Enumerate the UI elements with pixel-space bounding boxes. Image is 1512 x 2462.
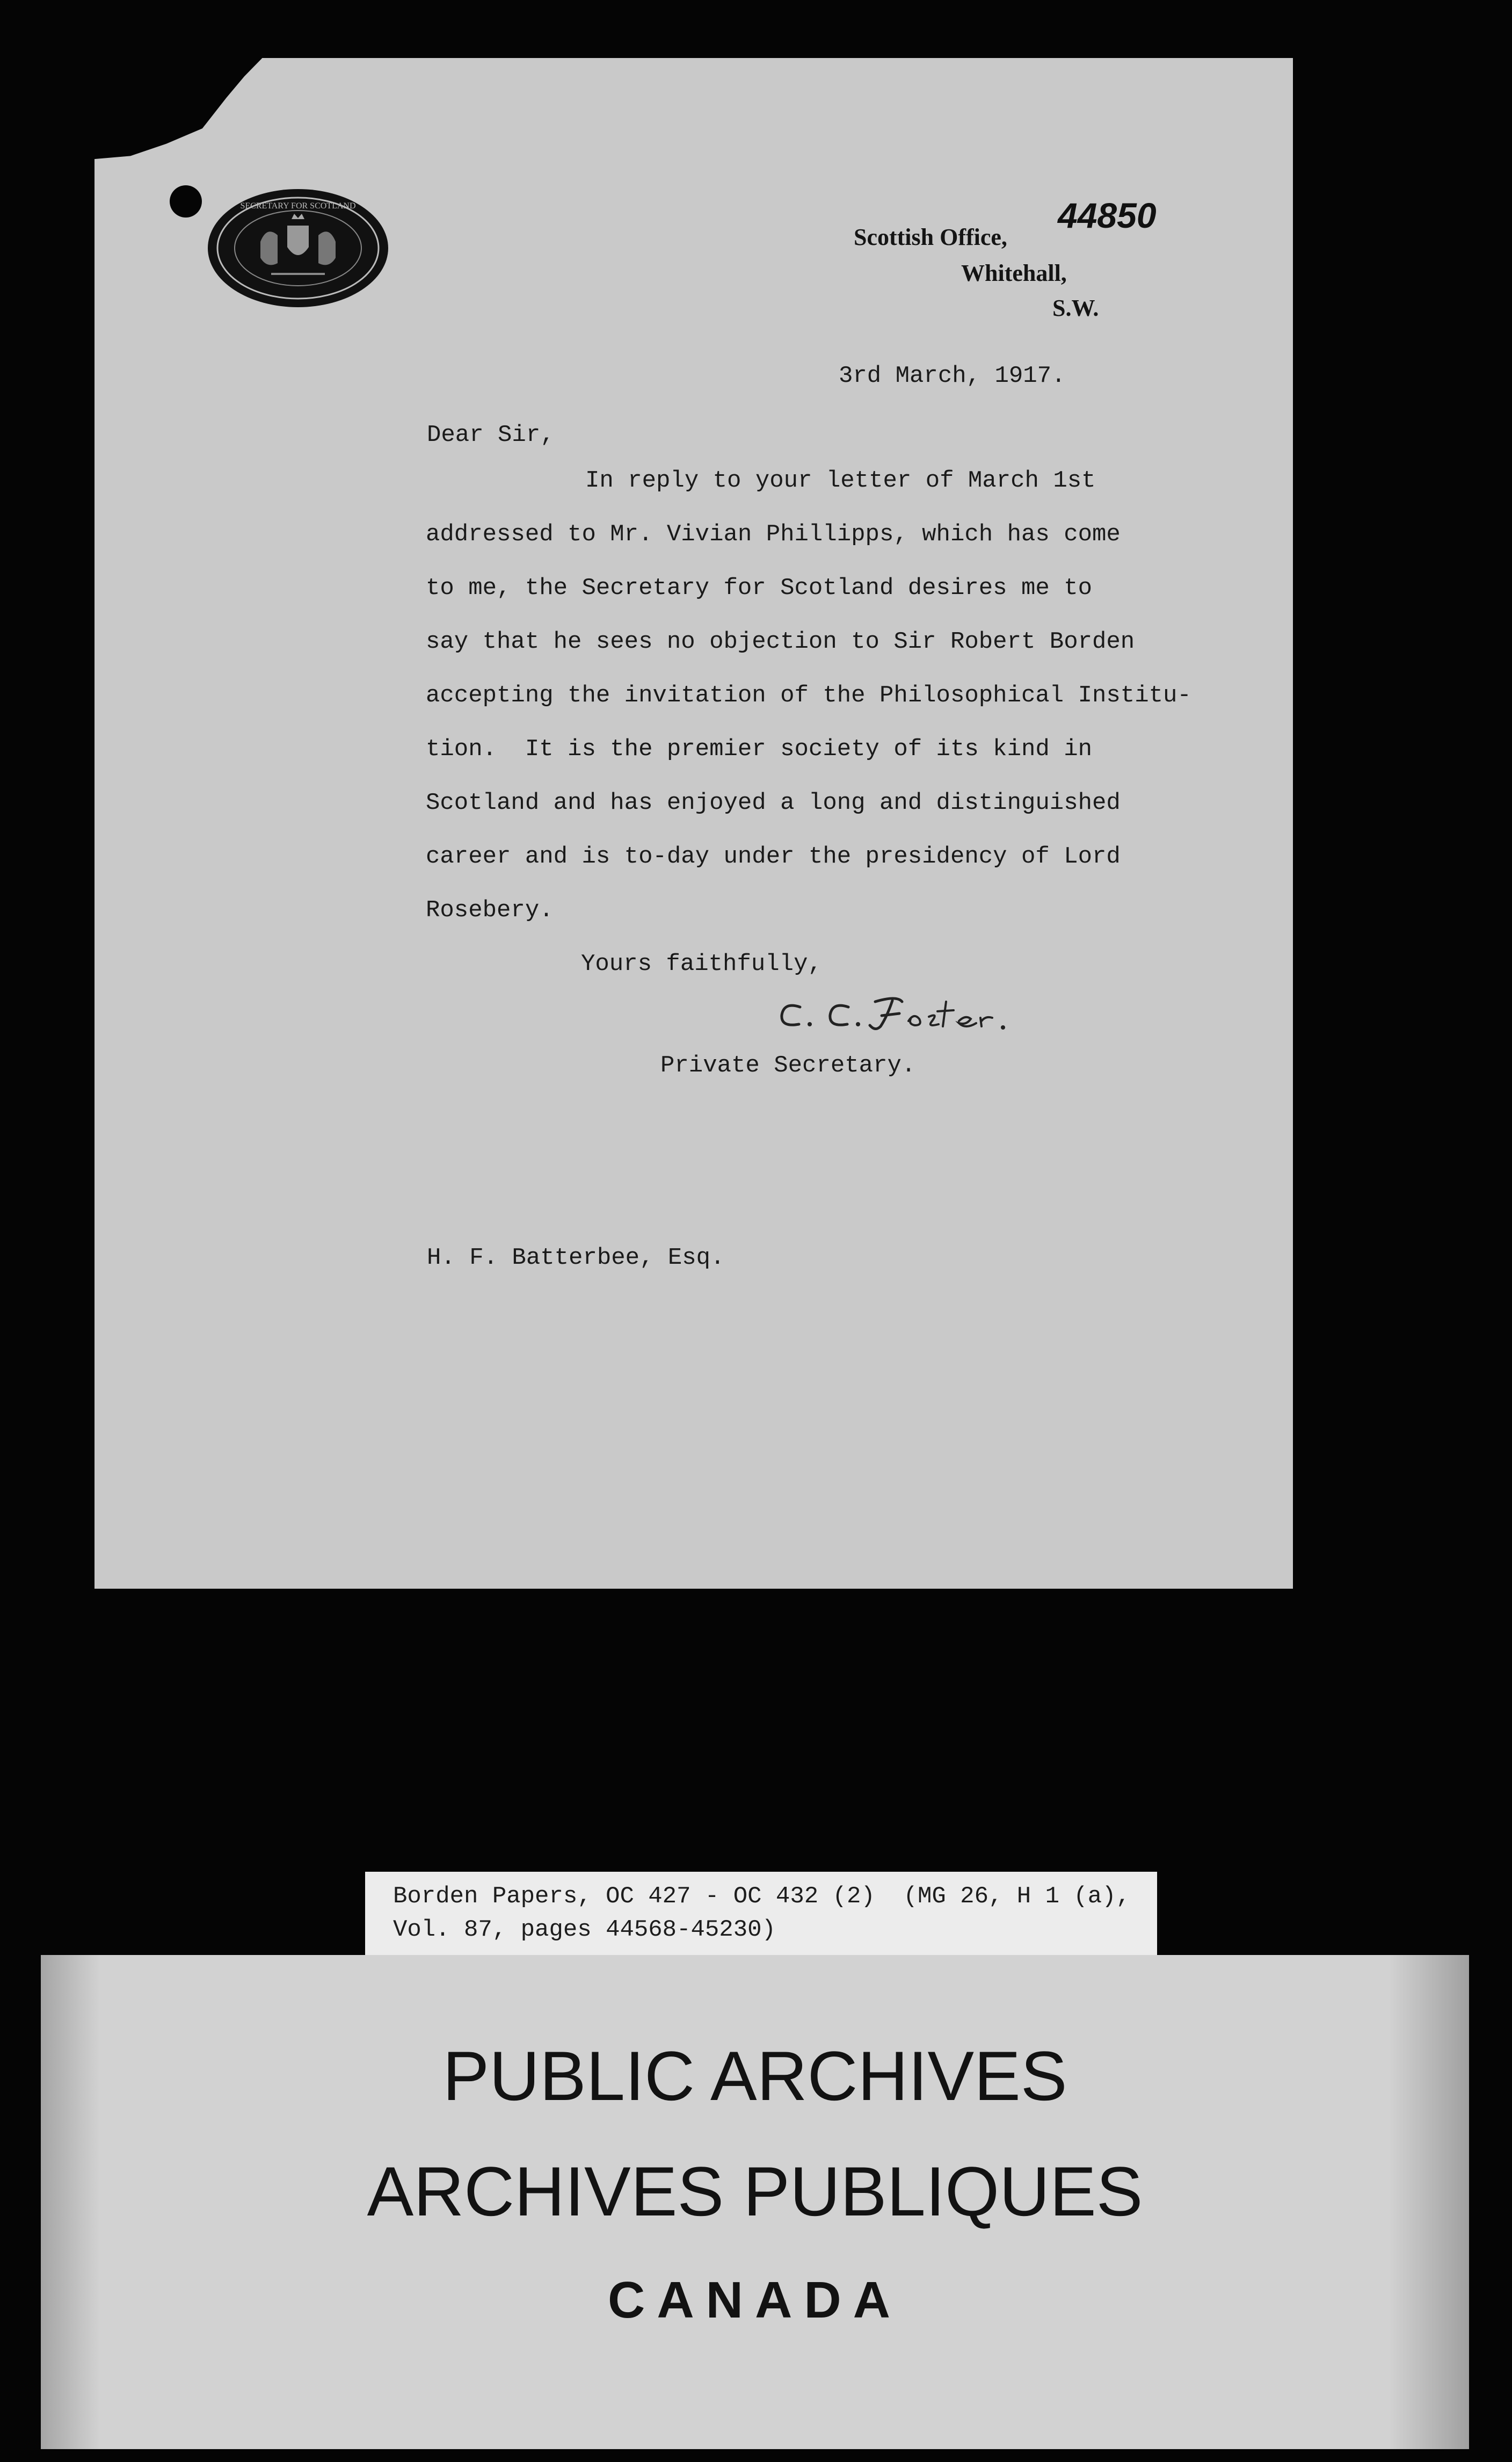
body-line: Scotland and has enjoyed a long and distinguished bbox=[426, 790, 1121, 816]
signatory-title: Private Secretary. bbox=[660, 1052, 916, 1079]
seal-text: SECRETARY FOR SCOTLAND bbox=[240, 201, 356, 211]
body-line: career and is to-day under the presidency of Lord bbox=[426, 843, 1121, 870]
body-line: addressed to Mr. Vivian Phillipps, which has come bbox=[426, 521, 1121, 548]
reference-line-1: Borden Papers, OC 427 - OC 432 (2) (MG 26, H 1 (a), bbox=[393, 1883, 1131, 1910]
body-line: In reply to your letter of March 1st bbox=[585, 467, 1096, 494]
archive-line-fr: ARCHIVES PUBLIQUES bbox=[367, 2152, 1143, 2231]
archive-line-country: CANADA bbox=[608, 2271, 902, 2329]
body-line: say that he sees no objection to Sir Robert Borden bbox=[426, 628, 1135, 655]
address-line-1: Scottish Office, bbox=[854, 224, 1007, 250]
body-line: Rosebery. bbox=[426, 897, 554, 924]
punch-hole bbox=[170, 185, 202, 218]
crest-seal-icon bbox=[207, 188, 389, 309]
letter-date: 3rd March, 1917. bbox=[839, 363, 1066, 389]
reference-line-2: Vol. 87, pages 44568-45230) bbox=[393, 1916, 776, 1943]
body-line: to me, the Secretary for Scotland desires me to bbox=[426, 575, 1093, 602]
body-line: tion. It is the premier society of its kind in bbox=[426, 736, 1093, 763]
reference-label bbox=[365, 1872, 1157, 1956]
archive-line-en: PUBLIC ARCHIVES bbox=[442, 2037, 1067, 2115]
address-line-3: S.W. bbox=[1052, 295, 1099, 321]
closing: Yours faithfully, bbox=[581, 951, 822, 977]
archive-card bbox=[41, 1955, 1469, 2449]
body-line: accepting the invitation of the Philosophical Institu- bbox=[426, 682, 1191, 709]
salutation: Dear Sir, bbox=[427, 422, 555, 448]
handwritten-signature bbox=[768, 986, 1068, 1039]
file-number-stamp: 44850 bbox=[1058, 195, 1157, 235]
address-line-2: Whitehall, bbox=[961, 260, 1067, 286]
recipient: H. F. Batterbee, Esq. bbox=[427, 1244, 725, 1271]
